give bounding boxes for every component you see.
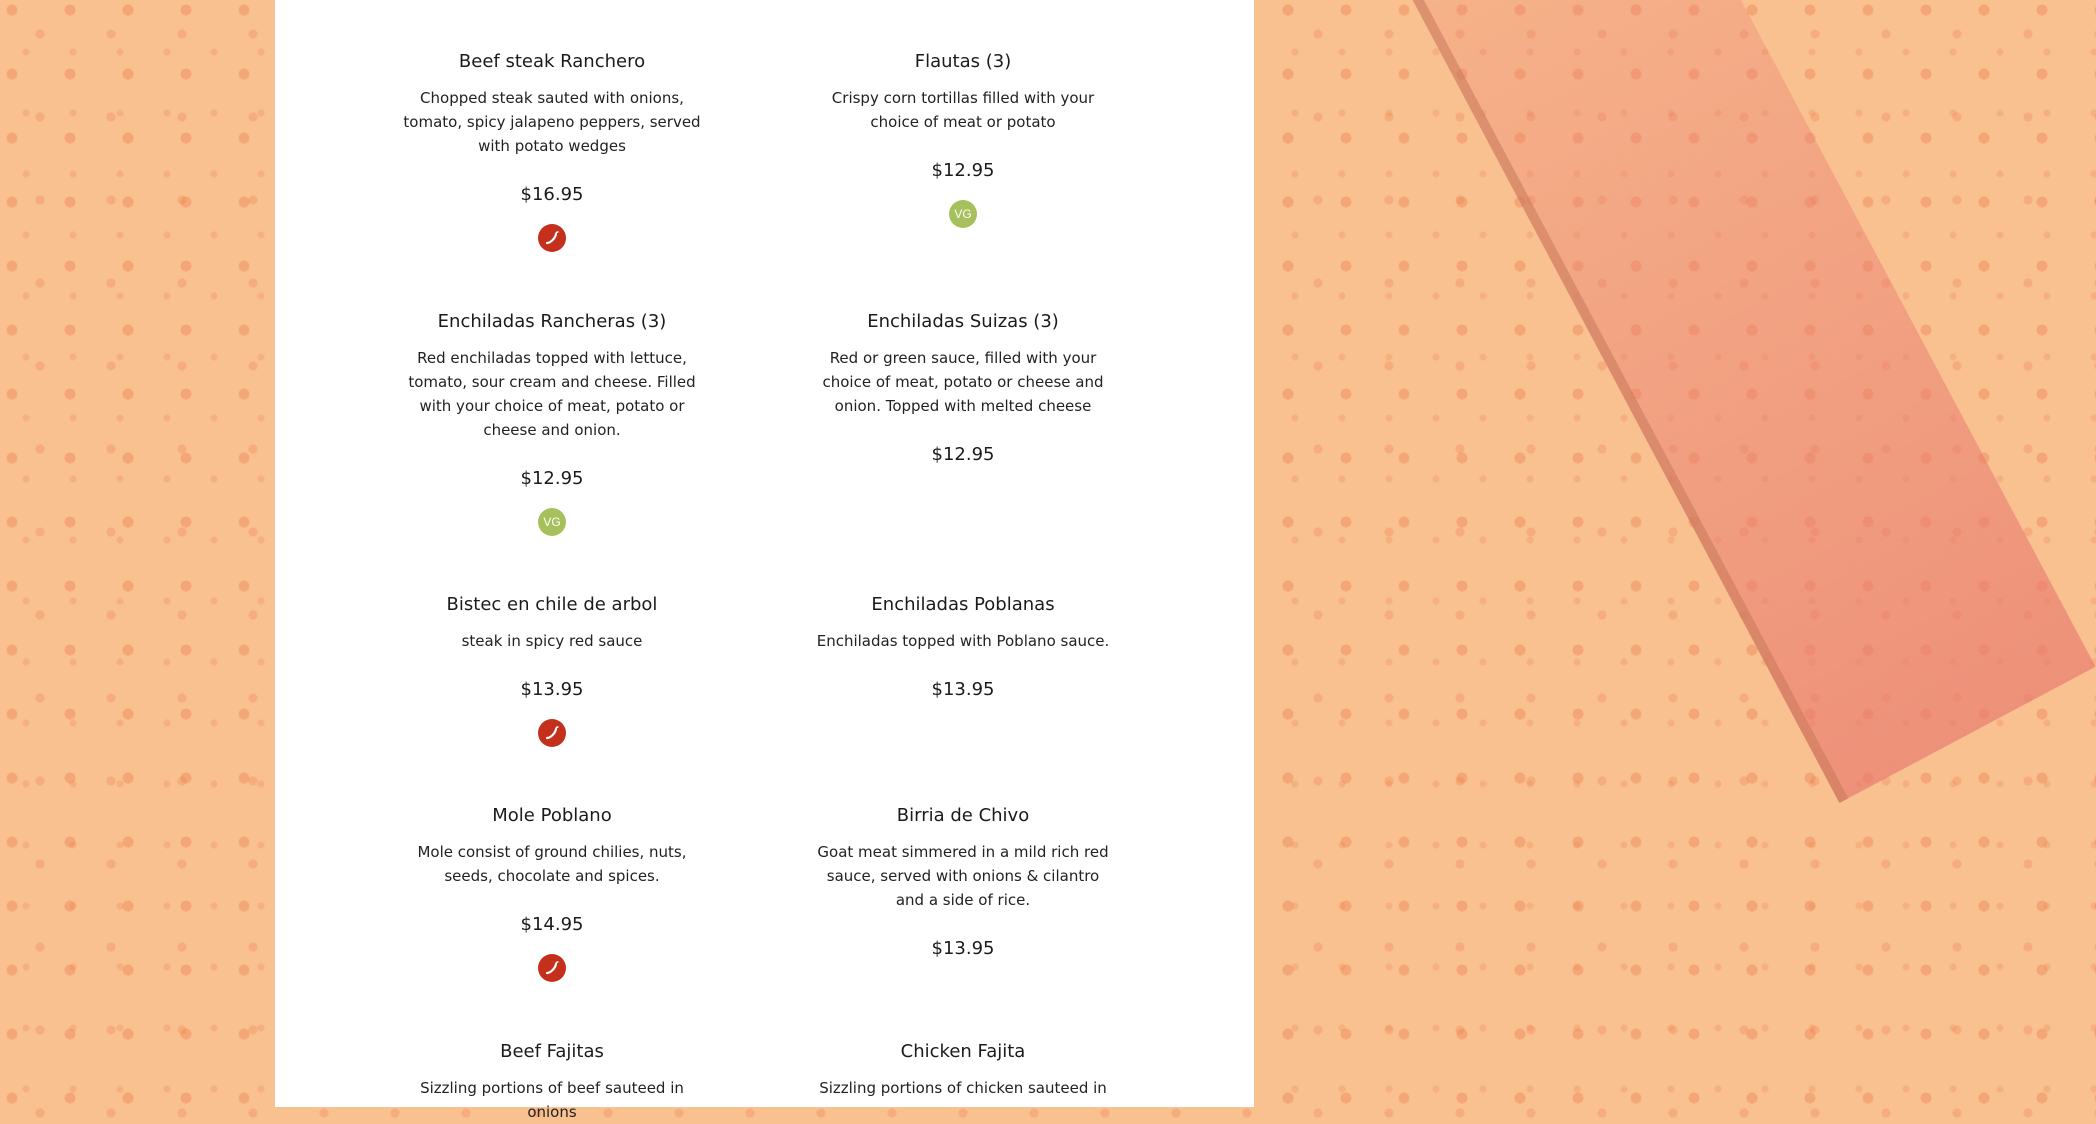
menu-item-description: Sizzling portions of beef sauteed in onions bbox=[420, 1079, 684, 1121]
menu-item-description: Sizzling portions of chicken sauteed in bbox=[819, 1079, 1107, 1097]
vegetarian-badge-icon: VG bbox=[949, 200, 977, 228]
menu-item-name: Enchiladas Poblanas bbox=[871, 594, 1055, 615]
menu-item-description: Mole consist of ground chilies, nuts, seeds, chocolate and spices. bbox=[417, 843, 687, 885]
menu-item-price: $14.95 bbox=[520, 914, 584, 935]
menu-item-description: Red enchiladas topped with lettuce, tomato, sour cream and cheese. Filled with your choice of meat, potato or cheese and onion. bbox=[408, 349, 696, 439]
menu-item-name: Bistec en chile de arbol bbox=[446, 594, 658, 615]
menu-item-name: Flautas (3) bbox=[914, 51, 1012, 72]
menu-item-bistec-en-chile-de-arbol bbox=[392, 593, 712, 747]
menu-item-description: Red or green sauce, filled with your choice of meat, potato or cheese and onion. Topped with melted cheese bbox=[822, 349, 1104, 415]
chili-pepper-icon bbox=[538, 224, 566, 252]
menu-item-enchiladas-suizas bbox=[803, 310, 1123, 467]
menu-item-beef-fajitas bbox=[392, 1040, 712, 1124]
menu-item-description: Crispy corn tortillas filled with your choice of meat or potato bbox=[831, 89, 1095, 131]
menu-item-flautas bbox=[803, 50, 1123, 228]
menu-item-name: Enchiladas Rancheras (3) bbox=[437, 311, 667, 332]
background-ribbon-decoration bbox=[1370, 0, 2096, 803]
menu-item-price: $16.95 bbox=[520, 184, 584, 205]
menu-item-name: Beef steak Ranchero bbox=[458, 51, 646, 72]
menu-item-description: Goat meat simmered in a mild rich red sauce, served with onions & cilantro and a side of rice. bbox=[817, 843, 1109, 909]
vegetarian-badge-icon: VG bbox=[538, 508, 566, 536]
menu-grid bbox=[275, 0, 1254, 1121]
menu-item-beef-steak-ranchero bbox=[392, 50, 712, 252]
menu-item-name: Mole Poblano bbox=[492, 805, 612, 826]
menu-item-description: steak in spicy red sauce bbox=[461, 632, 643, 650]
menu-item-name: Beef Fajitas bbox=[500, 1041, 604, 1062]
menu-item-description: Enchiladas topped with Poblano sauce. bbox=[816, 632, 1110, 650]
menu-item-price: $12.95 bbox=[931, 444, 995, 465]
menu-panel bbox=[275, 0, 1254, 1121]
menu-item-description: Chopped steak sauted with onions, tomato, spicy jalapeno peppers, served with potato wedges bbox=[403, 89, 701, 155]
menu-item-name: Chicken Fajita bbox=[900, 1041, 1026, 1062]
menu-item-price: $13.95 bbox=[520, 679, 584, 700]
menu-item-price: $12.95 bbox=[931, 160, 995, 181]
menu-item-name: Enchiladas Suizas (3) bbox=[867, 311, 1059, 332]
menu-item-price: $13.95 bbox=[931, 938, 995, 959]
menu-item-enchiladas-rancheras bbox=[392, 310, 712, 536]
menu-item-birria-de-chivo bbox=[803, 804, 1123, 961]
menu-item-price: $13.95 bbox=[931, 679, 995, 700]
menu-item-enchiladas-poblanas bbox=[803, 593, 1123, 702]
menu-item-mole-poblano bbox=[392, 804, 712, 982]
chili-pepper-icon bbox=[538, 954, 566, 982]
menu-item-price: $12.95 bbox=[520, 468, 584, 489]
chili-pepper-icon bbox=[538, 719, 566, 747]
menu-item-name: Birria de Chivo bbox=[896, 805, 1030, 826]
menu-item-chicken-fajita bbox=[803, 1040, 1123, 1100]
